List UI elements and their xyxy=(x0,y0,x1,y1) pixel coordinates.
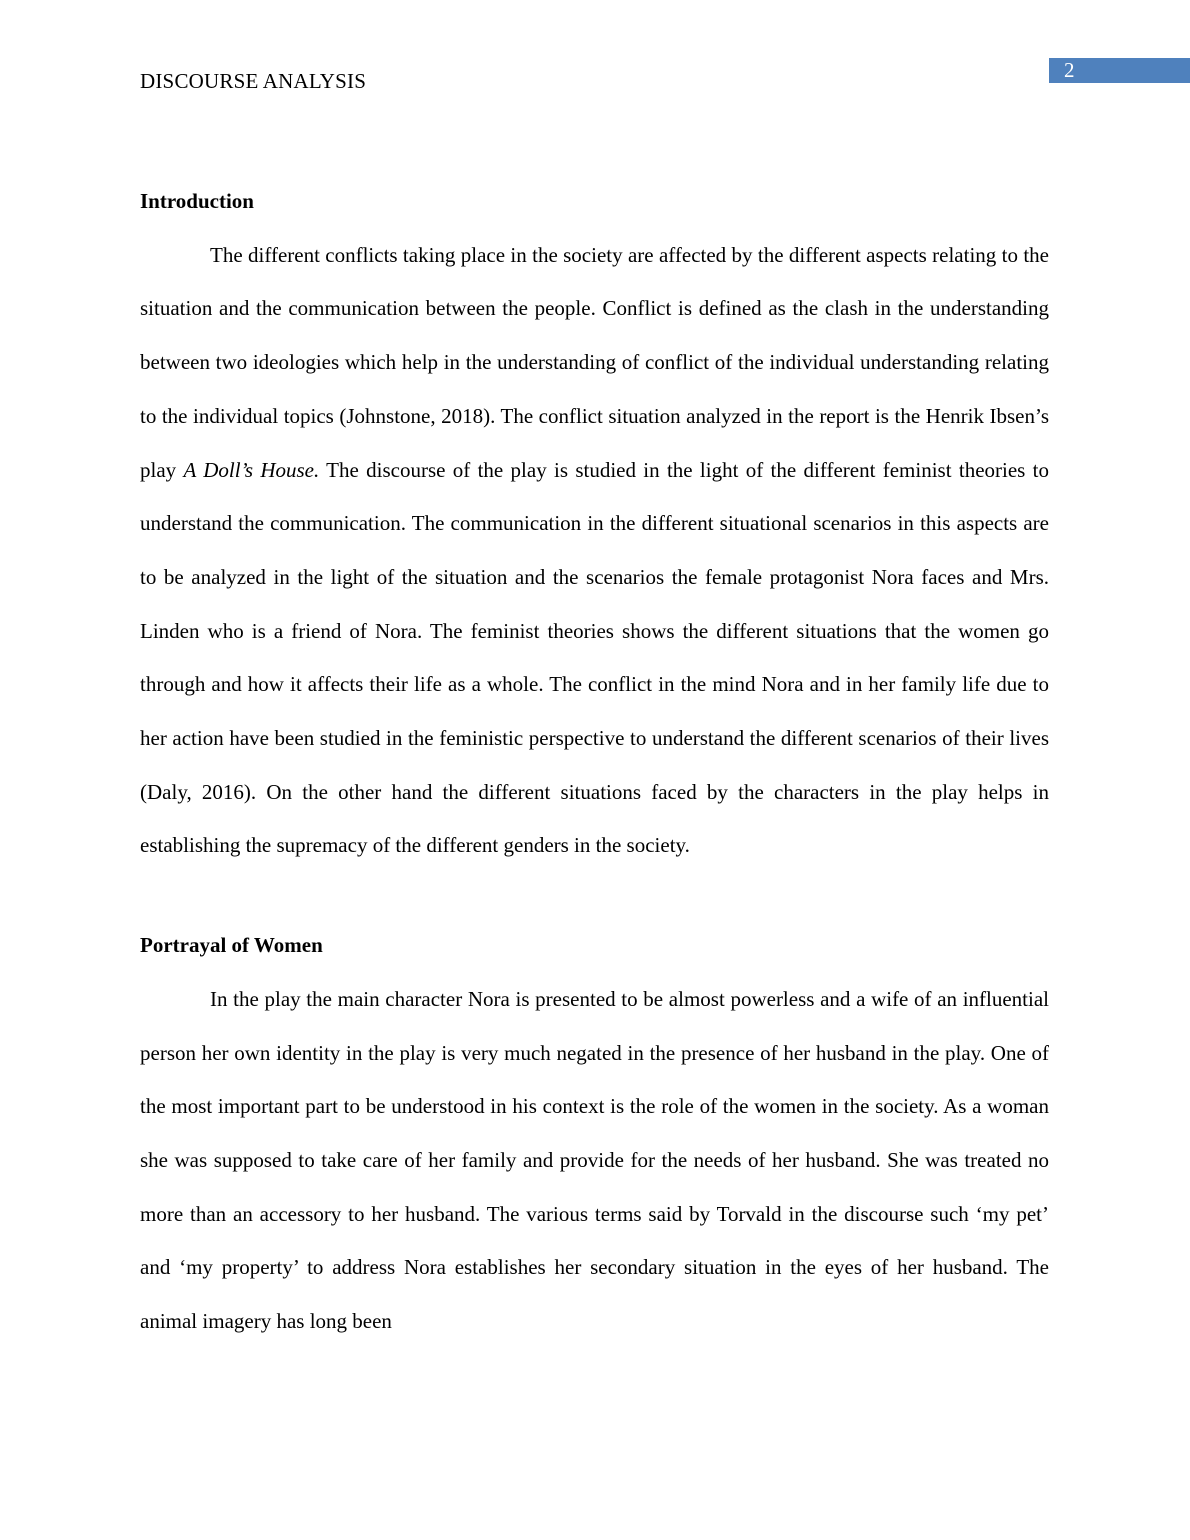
running-head: DISCOURSE ANALYSIS xyxy=(140,69,367,93)
section-heading-introduction: Introduction xyxy=(140,189,254,213)
play-title: A Doll’s House. xyxy=(183,457,320,482)
document-body xyxy=(140,175,1049,1349)
intro-text-part-1: The different conflicts taking place in the society are affected by the different aspects relating to the situation and the communication between the people. Conflict is defined as the clash in the understanding between two ideologies which help in the understanding of conflict of the individual understanding relating to the individual topics (Johnstone, 2018). The conflict situation analyzed in the report is the Henrik Ibsen’s play xyxy=(140,242,1049,482)
section-heading-portrayal-of-women: Portrayal of Women xyxy=(140,933,323,958)
intro-text-part-2: The discourse of the play is studied in the light of the different feminist theories to understand the communication. The communication in the different situational scenarios in this aspects are to be analyzed in the light of the situation and the scenarios the female protagonist Nora faces and Mrs. Linden who is a friend of Nora. The feminist theories shows the different situations that the women go through and how it affects their life as a whole. The conflict in the mind Nora and in her family life due to her action have been studied in the feministic perspective to understand the different scenarios of their lives (Daly, 2016). On the other hand the different situations faced by the characters in the play helps in establishing the supremacy of the different genders in the society. xyxy=(140,457,1049,858)
section-gap xyxy=(140,873,1049,919)
page-number: 2 xyxy=(1064,58,1075,82)
portrayal-paragraph: In the play the main character Nora is presented to be almost powerless and a wife of an influential person her own identity in the play is very much negated in the presence of her husband in the play. One of the most important part to be understood in his context is the role of the women in the society. As a woman she was supposed to take care of her family and provide for the needs of her husband. She was treated no more than an accessory to her husband. The various terms said by Torvald in the discourse such ‘my pet’ and ‘my property’ to address Nora establishes her secondary situation in the eyes of her husband. The animal imagery has long been xyxy=(140,986,1049,1334)
introduction-paragraph xyxy=(140,229,1049,873)
